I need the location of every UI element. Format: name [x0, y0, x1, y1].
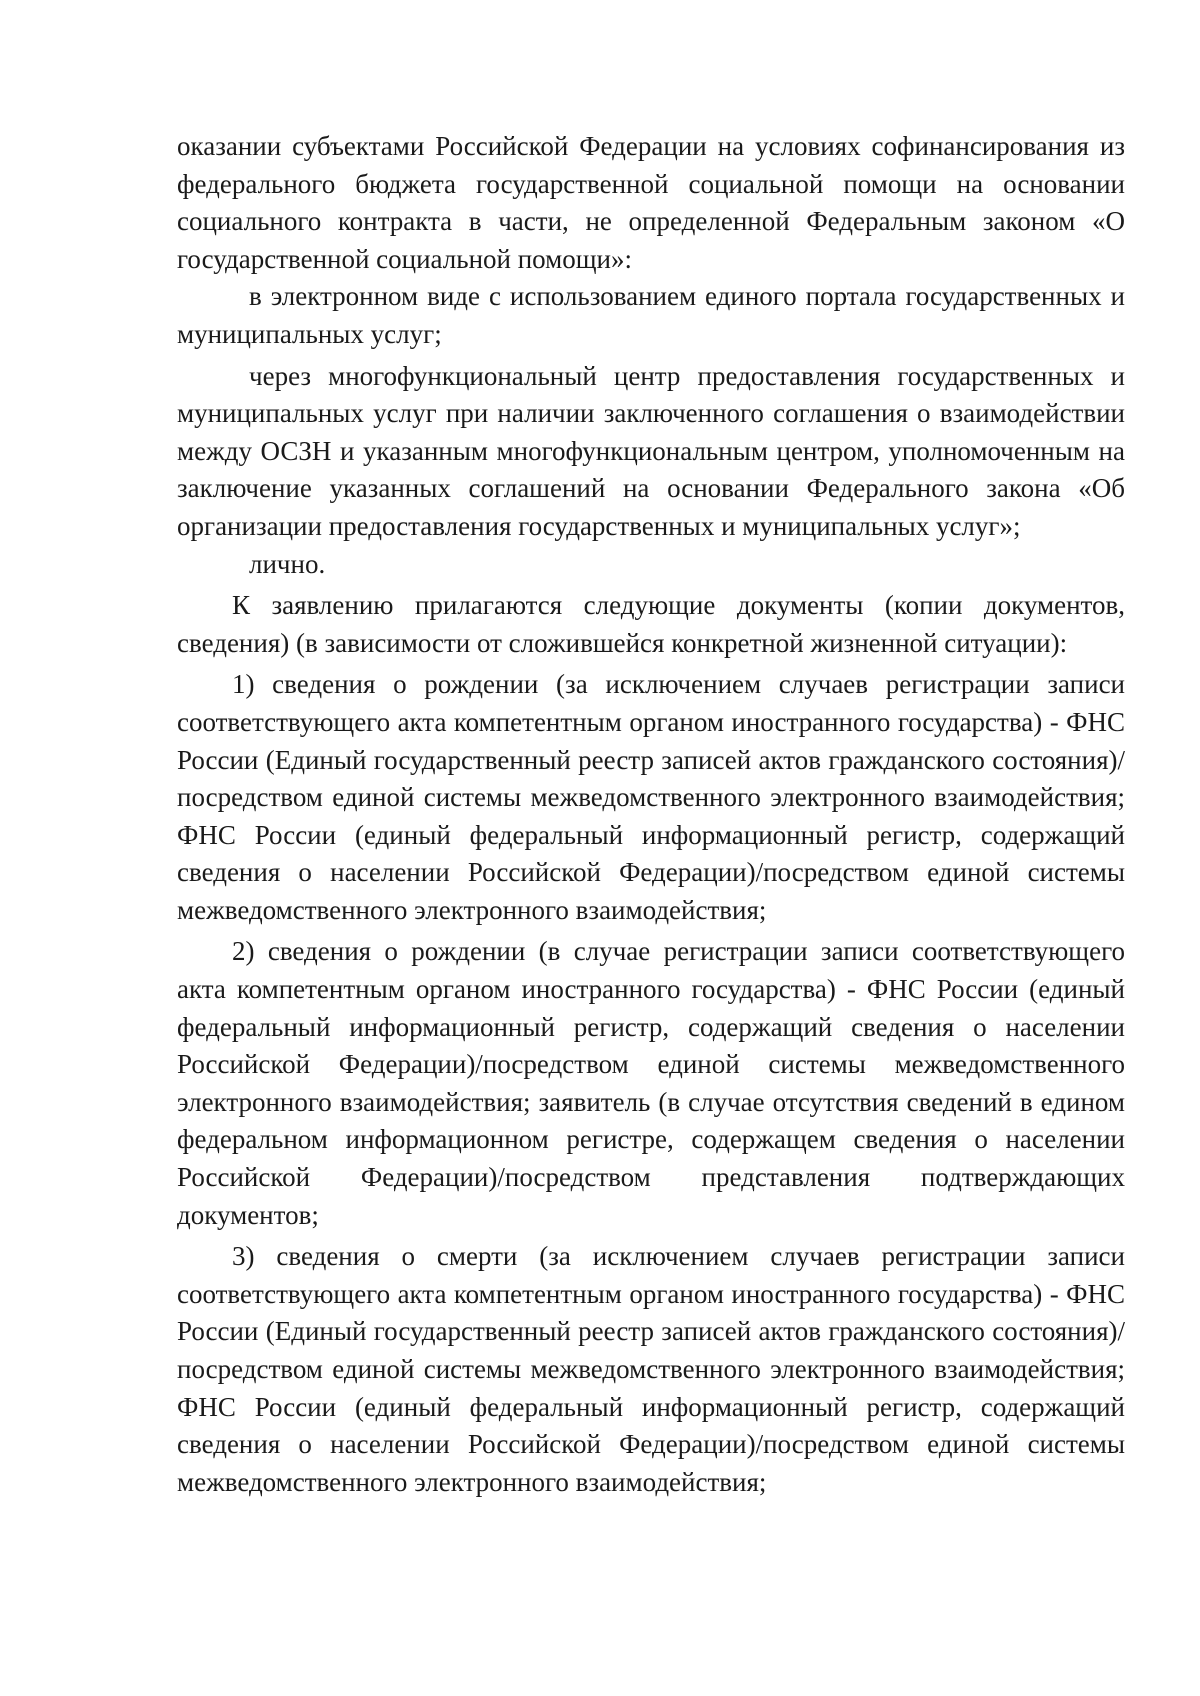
list-item-2: 2) сведения о рождении (в случае регистрации записи соответствующего акта компетентным органом иностранного государства) - ФНС России (единый федеральный информационный регистр, содержащий сведения о населении Российской Федерации)/посредством единой системы межведомственного электронного взаимодействия; заявитель (в случае отсутствия сведений в едином федеральном информационном регистре, содержащем сведения о населении Российской Федерации)/посредством представления подтверждающих документов;	[177, 936, 1125, 1230]
paragraph-electronic: в электронном виде с использованием единого портала государственных и муниципальных услуг;	[177, 281, 1125, 349]
document-body	[177, 128, 1125, 1501]
paragraph-personally: лично.	[249, 548, 326, 579]
list-item-3: 3) сведения о смерти (за исключением случаев регистрации записи соответствующего акта компетентным органом иностранного государства) - ФНС России (Единый государственный реестр записей актов гражданского состояния)/посредством единой системы межведомственного электронного взаимодействия; ФНС России (единый федеральный информационный регистр, содержащий сведения о населении Российской Федерации)/посредством единой системы межведомственного электронного взаимодействия;	[177, 1241, 1125, 1497]
list-item-1: 1) сведения о рождении (за исключением случаев регистрации записи соответствующего акта компетентным органом иностранного государства) - ФНС России (Единый государственный реестр записей актов гражданского состояния)/посредством единой системы межведомственного электронного взаимодействия; ФНС России (единый федеральный информационный регистр, содержащий сведения о населении Российской Федерации)/посредством единой системы межведомственного электронного взаимодействия;	[177, 669, 1125, 925]
paragraph-continuation: оказании субъектами Российской Федерации на условиях софинансирования из федерального бюджета государственной социальной помощи на основании социального контракта в части, не определенной Федеральным законом «О государственной социальной помощи»:	[177, 131, 1125, 274]
paragraph-documents-intro: К заявлению прилагаются следующие документы (копии документов, сведения) (в зависимости от сложившейся конкретной жизненной ситуации):	[177, 590, 1125, 658]
paragraph-mfc: через многофункциональный центр предоставления государственных и муниципальных услуг при наличии заключенного соглашения о взаимодействии между ОСЗН и указанным многофункциональным центром, уполномоченным на заключение указанных соглашений на основании Федерального закона «Об организации предоставления государственных и муниципальных услуг»;	[177, 360, 1125, 541]
